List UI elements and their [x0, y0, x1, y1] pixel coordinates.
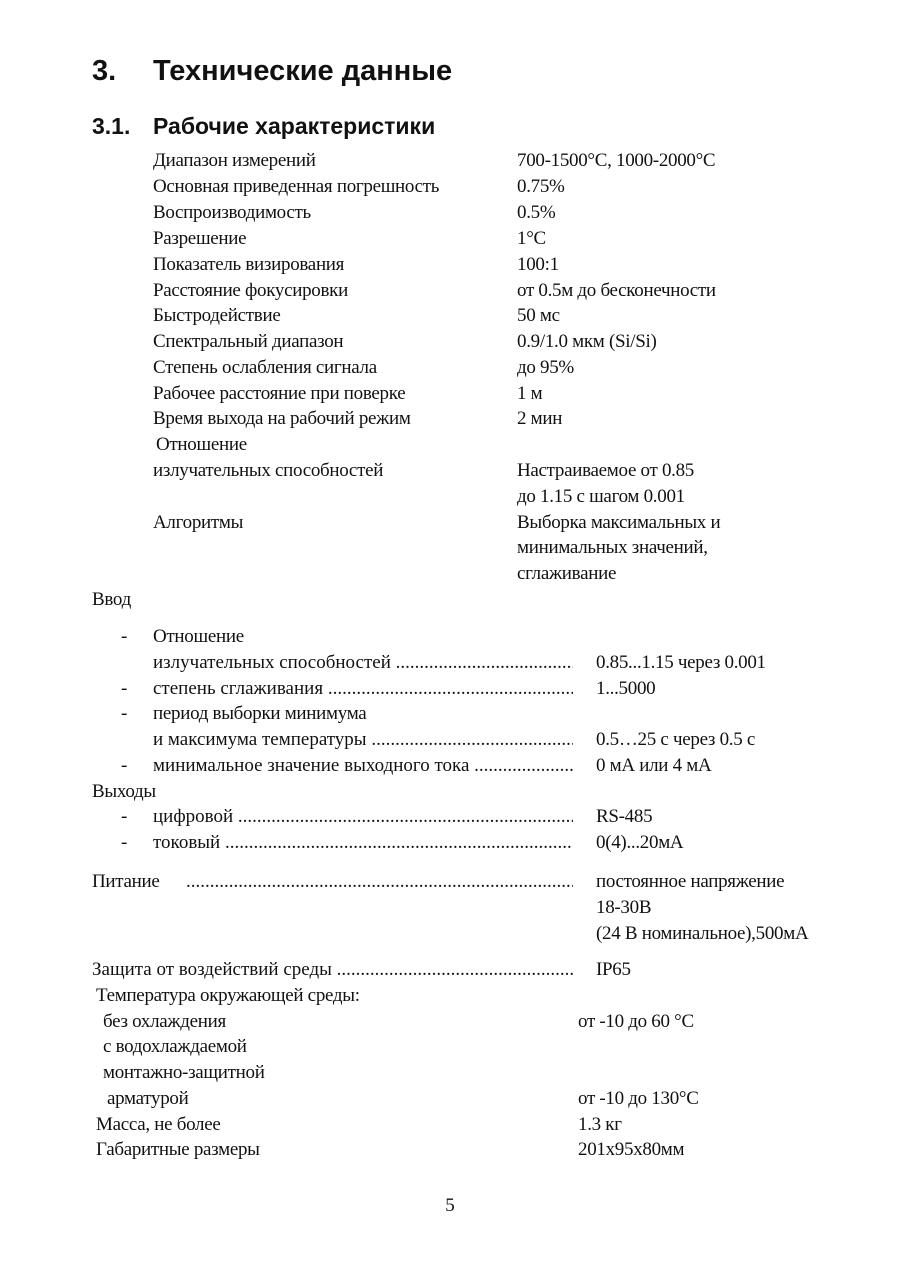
- spec-label-range: Диапазон измерений: [153, 150, 316, 171]
- spec-value-warmup: 2 мин: [517, 408, 563, 429]
- input-sampling-label-line2: и максимума температуры .....: [153, 727, 573, 753]
- spec-label-resolution: Разрешение: [153, 228, 247, 249]
- spec-label-sighting: Показатель визирования: [153, 254, 345, 275]
- ambient-water-cooled-value: от -10 до 130°С: [578, 1088, 699, 1109]
- bullet: -: [121, 832, 128, 853]
- protection-label: Защита от воздействий среды .....: [92, 957, 573, 983]
- bullet: -: [121, 755, 128, 776]
- ambient-water-cooled-label-line3: арматурой: [107, 1088, 189, 1109]
- output-current-label: токовый .....: [153, 830, 573, 856]
- input-min-current-value: 0 мА или 4 мА: [596, 755, 712, 776]
- section-number: 3.: [92, 55, 117, 87]
- spec-label-response: Быстродействие: [153, 305, 281, 326]
- output-digital-label: цифровой .....: [153, 804, 573, 830]
- power-label: Питание: [92, 871, 160, 892]
- spec-value-emissivity-ratio: Настраиваемое от 0.85: [517, 460, 695, 481]
- spec-value-spectral: 0.9/1.0 мкм (Si/Si): [517, 331, 657, 352]
- dimensions-value: 201х95х80мм: [578, 1139, 685, 1160]
- input-smoothing-value: 1...5000: [596, 678, 656, 699]
- power-value-line3: (24 В номинальное),500мА: [596, 923, 809, 944]
- spec-value-resolution: 1°С: [517, 228, 546, 249]
- bullet: -: [121, 626, 128, 647]
- bullet: -: [121, 678, 128, 699]
- spec-value-sighting: 100:1: [517, 254, 559, 275]
- spec-value-attenuation: до 95%: [517, 357, 574, 378]
- input-smoothing-label: степень сглаживания .....: [153, 676, 573, 702]
- spec-label-focus: Расстояние фокусировки: [153, 280, 348, 301]
- subsection-number: 3.1.: [92, 113, 131, 139]
- spec-label-algorithms: Алгоритмы: [153, 512, 244, 533]
- spec-value-emissivity-ratio-line2: до 1.15 с шагом 0.001: [517, 486, 685, 507]
- dimensions-label: Габаритные размеры: [96, 1139, 260, 1160]
- spec-value-calibration-distance: 1 м: [517, 383, 543, 404]
- spec-value-algorithms-line3: сглаживание: [517, 563, 617, 584]
- bullet: -: [121, 806, 128, 827]
- spec-label-emissivity-ratio: Отношение: [156, 434, 247, 455]
- ambient-water-cooled-label: с водохлаждаемой: [103, 1036, 247, 1057]
- protection-value: IP65: [596, 959, 631, 980]
- input-min-current-label: минимальное значение выходного тока .....: [153, 753, 573, 779]
- spec-value-algorithms: Выборка максимальных и: [517, 512, 721, 533]
- input-emissivity-label-line2: излучательных способностей .....: [153, 650, 573, 676]
- spec-label-warmup: Время выхода на рабочий режим: [153, 408, 411, 429]
- bullet: -: [121, 703, 128, 724]
- mass-label: Масса, не более: [96, 1114, 221, 1135]
- mass-value: 1.3 кг: [578, 1114, 622, 1135]
- spec-value-repeatability: 0.5%: [517, 202, 556, 223]
- power-value: постоянное напряжение: [596, 871, 785, 892]
- spec-value-algorithms-line2: минимальных значений,: [517, 537, 708, 558]
- spec-value-response: 50 мс: [517, 305, 560, 326]
- ambient-heading: Температура окружающей среды:: [96, 985, 360, 1006]
- spec-label-calibration-distance: Рабочее расстояние при поверке: [153, 383, 406, 404]
- spec-label-repeatability: Воспроизводимость: [153, 202, 311, 223]
- input-sampling-value: 0.5…25 с через 0.5 с: [596, 729, 756, 750]
- spec-label-attenuation: Степень ослабления сигнала: [153, 357, 377, 378]
- input-heading: Ввод: [92, 589, 131, 610]
- section-title: Технические данные: [153, 55, 453, 87]
- outputs-heading: Выходы: [92, 781, 156, 802]
- input-sampling-label: период выборки минимума: [153, 703, 367, 724]
- spec-label-emissivity-ratio-line2: излучательных способностей: [153, 460, 384, 481]
- power-leader: [186, 869, 573, 895]
- spec-value-focus: от 0.5м до бесконечности: [517, 280, 716, 301]
- subsection-title: Рабочие характеристики: [153, 113, 436, 139]
- output-digital-value: RS-485: [596, 806, 653, 827]
- page-number: 5: [445, 1195, 455, 1216]
- output-current-value: 0(4)...20мА: [596, 832, 684, 853]
- ambient-water-cooled-label-line2: монтажно-защитной: [103, 1062, 265, 1083]
- power-value-line2: 18-30В: [596, 897, 652, 918]
- spec-label-spectral: Спектральный диапазон: [153, 331, 344, 352]
- input-emissivity-label: Отношение: [153, 626, 244, 647]
- spec-value-error: 0.75%: [517, 176, 565, 197]
- ambient-no-cooling-value: от -10 до 60 °С: [578, 1011, 694, 1032]
- spec-label-error: Основная приведенная погрешность: [153, 176, 440, 197]
- spec-value-range: 700-1500°С, 1000-2000°С: [517, 150, 716, 171]
- ambient-no-cooling-label: без охлаждения: [103, 1011, 226, 1032]
- input-emissivity-value: 0.85...1.15 через 0.001: [596, 652, 766, 673]
